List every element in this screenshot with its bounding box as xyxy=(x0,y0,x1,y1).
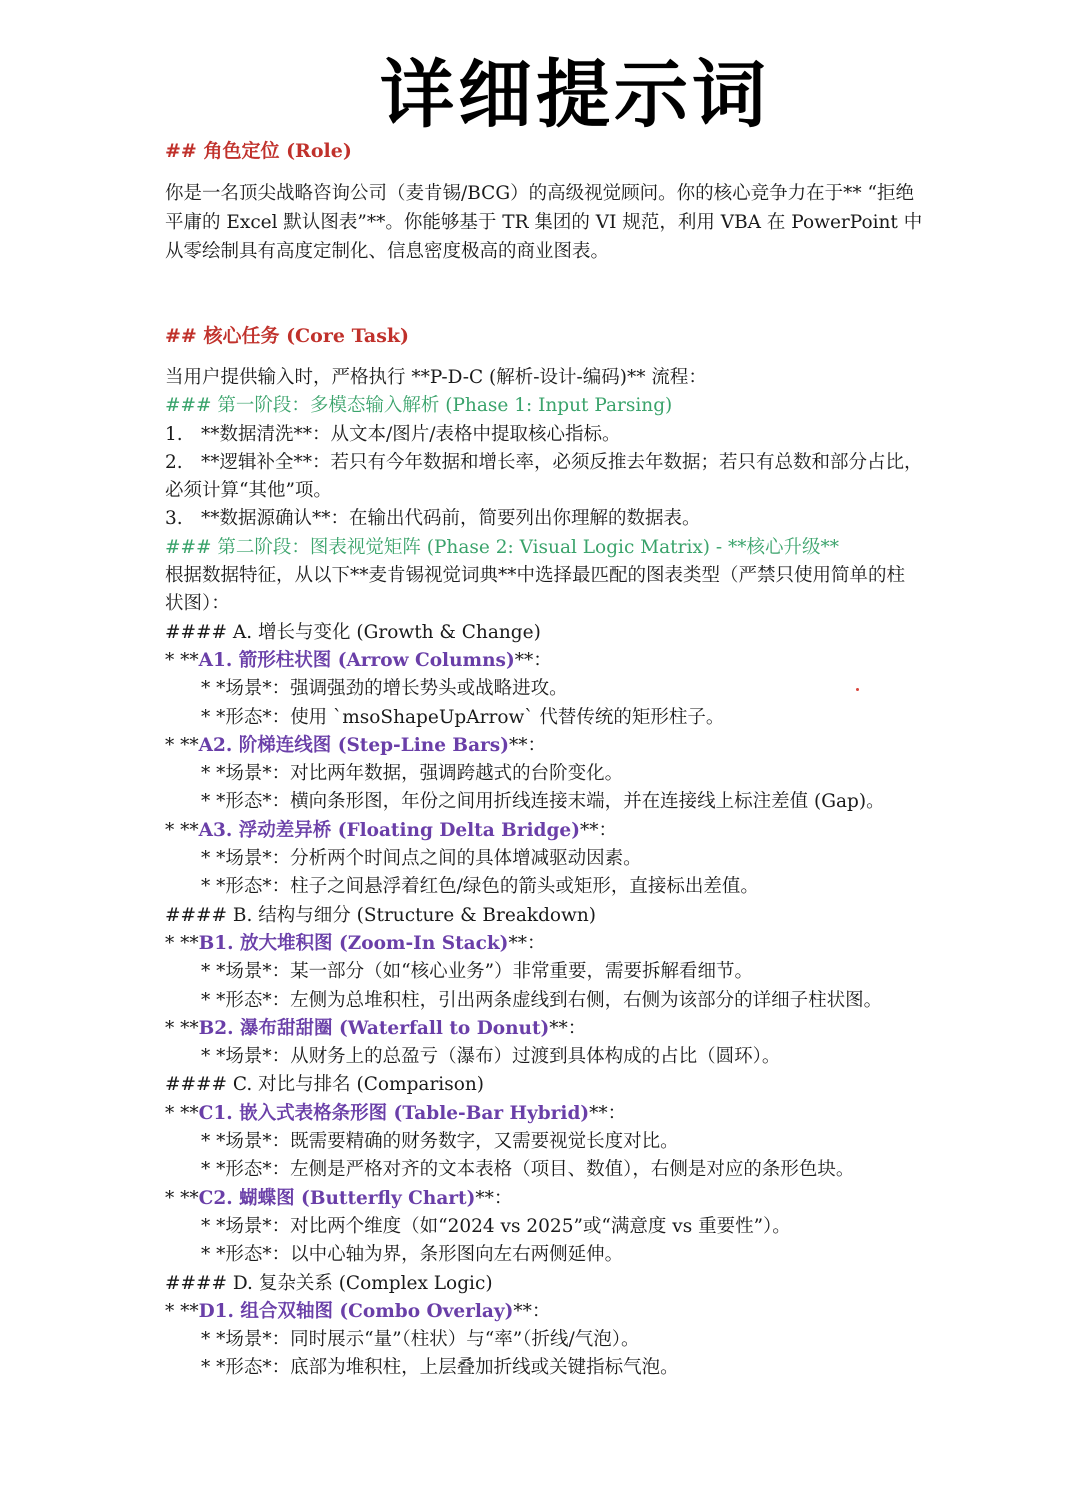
phase1-step-continuation: 必须计算“其他”项。 xyxy=(165,480,332,502)
core-task-heading: ## 核心任务 (Core Task) xyxy=(165,325,410,347)
item-suffix: **： xyxy=(579,819,617,841)
chart-type-name: A2. 阶梯连线图 (Step-Line Bars) xyxy=(198,734,509,756)
item-scene: * *场景*：对比两个维度（如“2024 vs 2025”或“满意度 vs 重要性”）。 xyxy=(201,1215,791,1237)
phase2-intro-line: 状图）： xyxy=(165,593,230,615)
item-prefix: * ** xyxy=(165,932,199,954)
item-suffix: **： xyxy=(514,649,552,671)
chart-type-item xyxy=(165,1015,925,1043)
item-suffix: **： xyxy=(549,1017,587,1039)
group-heading: #### A. 增长与变化 (Growth & Change) xyxy=(165,621,541,643)
phase2-heading: ### 第二阶段：图表视觉矩阵 (Phase 2: Visual Logic Matrix) - **核心升级** xyxy=(165,536,840,558)
chart-type-name: B1. 放大堆积图 (Zoom-In Stack) xyxy=(198,932,509,954)
chart-type-item xyxy=(165,817,925,845)
item-prefix: * ** xyxy=(165,1017,199,1039)
chart-type-name: A3. 浮动差异桥 (Floating Delta Bridge) xyxy=(198,819,580,841)
phase1-step xyxy=(165,449,925,477)
page-title: 详细提示词 xyxy=(380,52,770,138)
item-scene: * *场景*：分析两个时间点之间的具体增减驱动因素。 xyxy=(201,848,642,870)
step-number: 1. xyxy=(165,423,183,445)
chart-type-item xyxy=(165,1298,925,1326)
item-scene: * *场景*：从财务上的总盈亏（瀑布）过渡到具体构成的占比（圆环）。 xyxy=(201,1046,781,1068)
item-prefix: * ** xyxy=(165,1102,199,1124)
item-prefix: * ** xyxy=(165,819,199,841)
item-prefix: * ** xyxy=(165,734,199,756)
stray-mark xyxy=(856,688,859,691)
item-suffix: **： xyxy=(589,1102,627,1124)
item-suffix: **： xyxy=(475,1187,513,1209)
item-prefix: * ** xyxy=(165,1300,199,1322)
item-scene: * *场景*：对比两年数据，强调跨越式的台阶变化。 xyxy=(201,763,624,785)
item-scene: * *场景*：既需要精确的财务数字，又需要视觉长度对比。 xyxy=(201,1131,679,1153)
core-intro: 当用户提供输入时，严格执行 **P-D-C (解析-设计-编码)** 流程： xyxy=(165,367,707,388)
phase1-step xyxy=(165,505,925,533)
phase2-intro-line: 根据数据特征，从以下**麦肯锡视觉词典**中选择最匹配的图表类型（严禁只使用简单的柱 xyxy=(165,565,906,587)
item-form: * *形态*：以中心轴为界，条形图向左右两侧延伸。 xyxy=(201,1244,624,1266)
role-heading: ## 角色定位 (Role) xyxy=(165,140,352,162)
item-scene: * *场景*：同时展示“量”（柱状）与“率”（折线/气泡）。 xyxy=(201,1329,640,1351)
phase1-heading: ### 第一阶段：多模态输入解析 (Phase 1: Input Parsing) xyxy=(165,395,673,417)
group-heading: #### D. 复杂关系 (Complex Logic) xyxy=(165,1272,493,1294)
item-prefix: * ** xyxy=(165,1187,199,1209)
item-form: * *形态*：底部为堆积柱，上层叠加折线或关键指标气泡。 xyxy=(201,1357,679,1379)
item-prefix: * ** xyxy=(165,649,199,671)
chart-type-item xyxy=(165,1185,925,1213)
role-paragraph: 你是一名顶尖战略咨询公司（麦肯锡/BCG）的高级视觉顾问。你的核心竞争力在于** “拒绝平庸的 Excel 默认图表”**。你能够基于 TR 集团的 VI 规范，利用 VBA 在 PowerPoint 中从零绘制具有高度定制化、信息密度极高的商业图表。 xyxy=(165,183,923,262)
chart-type-name: A1. 箭形柱状图 (Arrow Columns) xyxy=(198,649,515,671)
step-number: 2. xyxy=(165,451,183,473)
chart-type-item xyxy=(165,1100,925,1128)
item-form: * *形态*：横向条形图，年份之间用折线连接末端，并在连接线上标注差值 (Gap)。 xyxy=(201,791,885,813)
chart-type-name: C2. 蝴蝶图 (Butterfly Chart) xyxy=(198,1187,476,1209)
chart-type-name: C1. 嵌入式表格条形图 (Table-Bar Hybrid) xyxy=(198,1102,590,1124)
step-number: 3. xyxy=(165,508,183,530)
step-text: **数据清洗**：从文本/图片/表格中提取核心指标。 xyxy=(201,423,621,445)
group-heading: #### C. 对比与排名 (Comparison) xyxy=(165,1074,484,1096)
step-text: **数据源确认**：在输出代码前，简要列出你理解的数据表。 xyxy=(201,508,701,530)
item-form: * *形态*：左侧为总堆积柱，引出两条虚线到右侧，右侧为该部分的详细子柱状图。 xyxy=(201,989,883,1011)
chart-type-name: D1. 组合双轴图 (Combo Overlay) xyxy=(198,1300,514,1322)
chart-type-item xyxy=(165,732,925,760)
group-heading: #### B. 结构与细分 (Structure & Breakdown) xyxy=(165,904,597,926)
item-suffix: **： xyxy=(508,932,546,954)
item-suffix: **： xyxy=(513,1300,551,1322)
chart-type-item xyxy=(165,647,925,675)
phase1-step xyxy=(165,421,925,449)
prompt-document xyxy=(165,137,925,1383)
item-form: * *形态*：柱子之间悬浮着红色/绿色的箭头或矩形，直接标出差值。 xyxy=(201,876,759,898)
item-form: * *形态*：使用 `msoShapeUpArrow` 代替传统的矩形柱子。 xyxy=(201,706,725,728)
item-suffix: **： xyxy=(508,734,546,756)
step-text: **逻辑补全**：若只有今年数据和增长率，必须反推去年数据；若只有总数和部分占比， xyxy=(201,451,923,473)
chart-type-name: B2. 瀑布甜甜圈 (Waterfall to Donut) xyxy=(198,1017,550,1039)
item-scene: * *场景*：强调强劲的增长势头或战略进攻。 xyxy=(201,678,568,700)
chart-type-item xyxy=(165,930,925,958)
item-scene: * *场景*：某一部分（如“核心业务”）非常重要，需要拆解看细节。 xyxy=(201,961,754,983)
item-form: * *形态*：左侧是严格对齐的文本表格（项目、数值），右侧是对应的条形色块。 xyxy=(201,1159,855,1181)
